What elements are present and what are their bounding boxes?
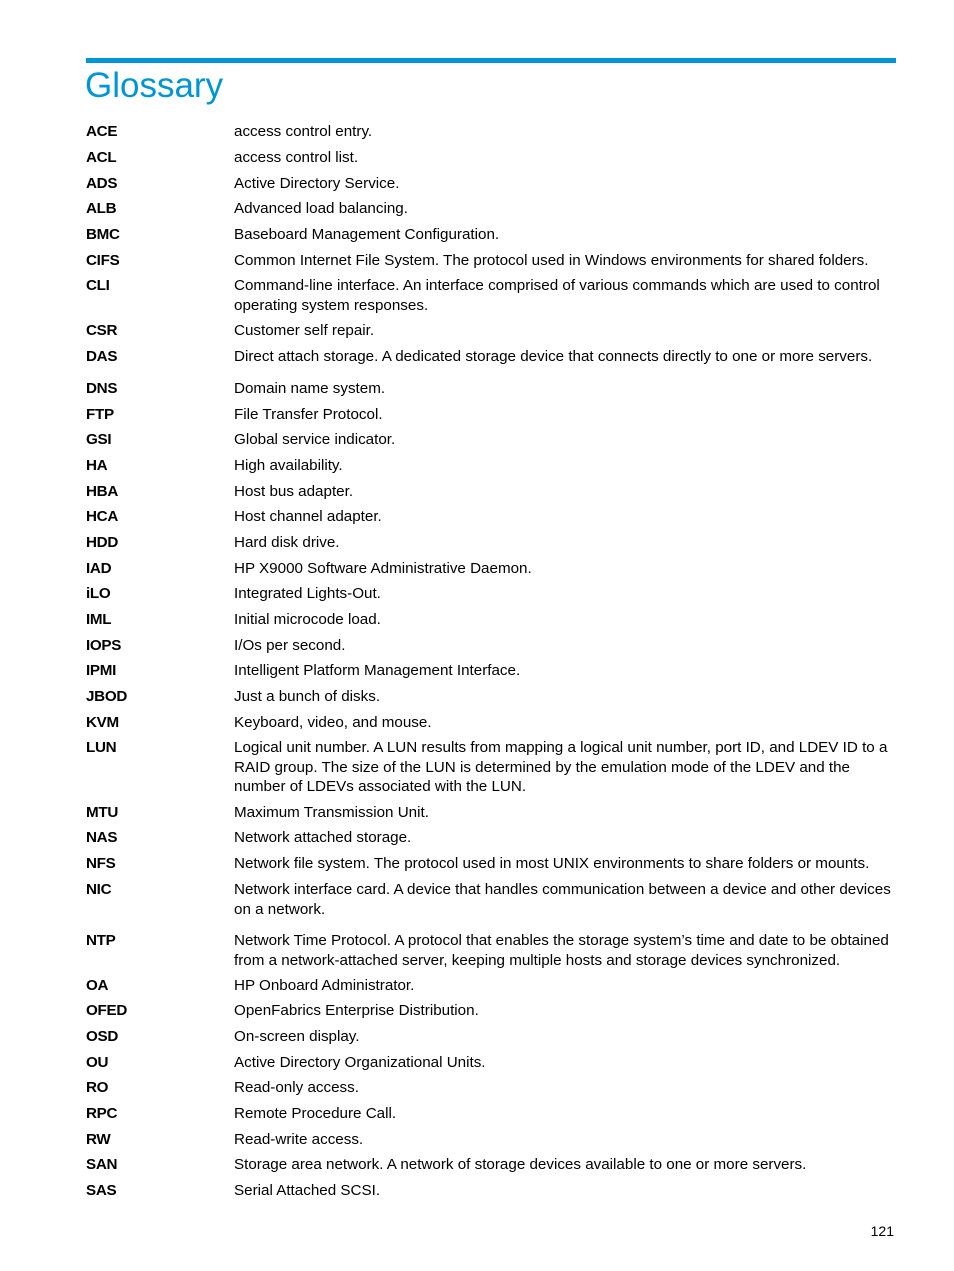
glossary-definition: Read-only access. [234,1079,359,1096]
glossary-definition: Network interface card. A device that handles communication between a device and other devices on a network. [234,881,891,918]
glossary-term: OA [86,977,109,994]
glossary-term: HCA [86,508,119,525]
glossary-definition: Network Time Protocol. A protocol that enables the storage system’s time and date to be obtained from a network-attached server, keeping multiple hosts and storage devices synchronized. [234,932,889,969]
glossary-definition: Network attached storage. [234,829,412,846]
glossary-entry [86,199,898,219]
glossary-term: SAN [86,1156,118,1173]
glossary-entry [86,584,898,604]
glossary-entry [86,1130,898,1150]
glossary-term: LUN [86,739,117,756]
glossary-entry [86,1104,898,1124]
glossary-definition: I/Os per second. [234,637,346,654]
glossary-entry [86,1001,898,1021]
glossary-definition: Just a bunch of disks. [234,688,381,705]
glossary-entry [86,828,898,848]
glossary-definition: Read-write access. [234,1131,364,1148]
glossary-entry [86,430,898,450]
glossary-definition: Baseboard Management Configuration. [234,226,500,243]
glossary-definition: Remote Procedure Call. [234,1105,397,1122]
glossary-entry [86,482,898,502]
glossary-term: NIC [86,881,112,898]
glossary-term: ADS [86,175,118,192]
page-title: Glossary [85,66,224,105]
glossary-definition: HP X9000 Software Administrative Daemon. [234,560,532,577]
glossary-term: IML [86,611,112,628]
glossary-definition: OpenFabrics Enterprise Distribution. [234,1002,479,1019]
glossary-definition: HP Onboard Administrator. [234,977,415,994]
glossary-entry [86,931,898,970]
glossary-definition: Keyboard, video, and mouse. [234,714,432,731]
glossary-definition: Integrated Lights-Out. [234,585,381,602]
glossary-term: CIFS [86,252,120,269]
glossary-term: IOPS [86,637,122,654]
glossary-entry [86,405,898,425]
glossary-definition: Host channel adapter. [234,508,382,525]
page-number: 121 [870,1223,894,1239]
glossary-definition: Logical unit number. A LUN results from mapping a logical unit number, port ID, and LDEV ID to a RAID group. The size of the LUN is determined by the emulation mode of the LDEV and the number of LDEVs associated with the LUN. [234,739,888,795]
glossary-entry [86,1027,898,1047]
glossary-entry [86,379,898,399]
glossary-term: SAS [86,1182,117,1199]
glossary-entry [86,122,898,142]
glossary-definition: Customer self repair. [234,322,375,339]
glossary-definition: Active Directory Service. [234,175,400,192]
glossary-entry [86,880,898,919]
glossary-definition: Direct attach storage. A dedicated storage device that connects directly to one or more servers. [234,348,873,365]
glossary-term: OSD [86,1028,119,1045]
glossary-definition: Domain name system. [234,380,386,397]
glossary-term: DAS [86,348,118,365]
glossary-definition: Host bus adapter. [234,483,354,500]
glossary-term: GSI [86,431,112,448]
glossary-entry [86,347,898,367]
glossary-term: FTP [86,406,114,423]
glossary-term: OU [86,1054,109,1071]
glossary-term: OFED [86,1002,127,1019]
glossary-term: CLI [86,277,110,294]
glossary-term: HBA [86,483,119,500]
title-rule [86,58,896,63]
glossary-entry [86,1078,898,1098]
glossary-definition: Command-line interface. An interface comprised of various commands which are used to control operating system responses. [234,277,880,314]
glossary-definition: Intelligent Platform Management Interface. [234,662,521,679]
glossary-definition: Maximum Transmission Unit. [234,804,429,821]
glossary-definition: Serial Attached SCSI. [234,1182,381,1199]
glossary-entry [86,1053,898,1073]
glossary-definition: On-screen display. [234,1028,360,1045]
glossary-entry [86,803,898,823]
glossary-definition: Global service indicator. [234,431,396,448]
glossary-term: CSR [86,322,118,339]
glossary-term: BMC [86,226,120,243]
glossary-definition: Active Directory Organizational Units. [234,1054,486,1071]
glossary-term: HDD [86,534,119,551]
glossary-term: NFS [86,855,116,872]
glossary-entry [86,738,898,797]
glossary-definition: Network file system. The protocol used in most UNIX environments to share folders or mounts. [234,855,870,872]
glossary-term: MTU [86,804,118,821]
glossary-entry [86,559,898,579]
glossary-definition: File Transfer Protocol. [234,406,383,423]
glossary-entry [86,661,898,681]
glossary-entry [86,1181,898,1201]
glossary-entry [86,854,898,874]
glossary-definition: Storage area network. A network of storage devices available to one or more servers. [234,1156,807,1173]
glossary-term: ALB [86,200,117,217]
glossary-entry [86,174,898,194]
glossary-term: RPC [86,1105,118,1122]
glossary-term: IAD [86,560,112,577]
glossary-entry [86,276,898,315]
glossary-definition: Hard disk drive. [234,534,340,551]
glossary-term: ACL [86,149,117,166]
glossary-term: ACE [86,123,118,140]
glossary-entry [86,148,898,168]
glossary-entry [86,456,898,476]
glossary-entry [86,533,898,553]
glossary-entry [86,1155,898,1175]
glossary-term: DNS [86,380,118,397]
glossary-definition: access control entry. [234,123,373,140]
glossary-entry [86,976,898,996]
glossary-entry [86,321,898,341]
glossary-entry [86,251,898,271]
glossary-definition: Advanced load balancing. [234,200,408,217]
glossary-entry [86,636,898,656]
glossary-term: KVM [86,714,119,731]
glossary-term: JBOD [86,688,127,705]
glossary-entry [86,225,898,245]
glossary-term: iLO [86,585,111,602]
glossary-entry [86,610,898,630]
glossary-definition: Initial microcode load. [234,611,381,628]
glossary-term: HA [86,457,108,474]
glossary-term: NTP [86,932,116,949]
glossary-term: RO [86,1079,109,1096]
glossary-definition: access control list. [234,149,359,166]
glossary-term: IPMI [86,662,117,679]
glossary-entry [86,713,898,733]
glossary-definition: High availability. [234,457,343,474]
glossary-term: NAS [86,829,118,846]
glossary-term: RW [86,1131,111,1148]
glossary-entry [86,687,898,707]
glossary-definition: Common Internet File System. The protocol used in Windows environments for shared folders. [234,252,869,269]
glossary-entry [86,507,898,527]
